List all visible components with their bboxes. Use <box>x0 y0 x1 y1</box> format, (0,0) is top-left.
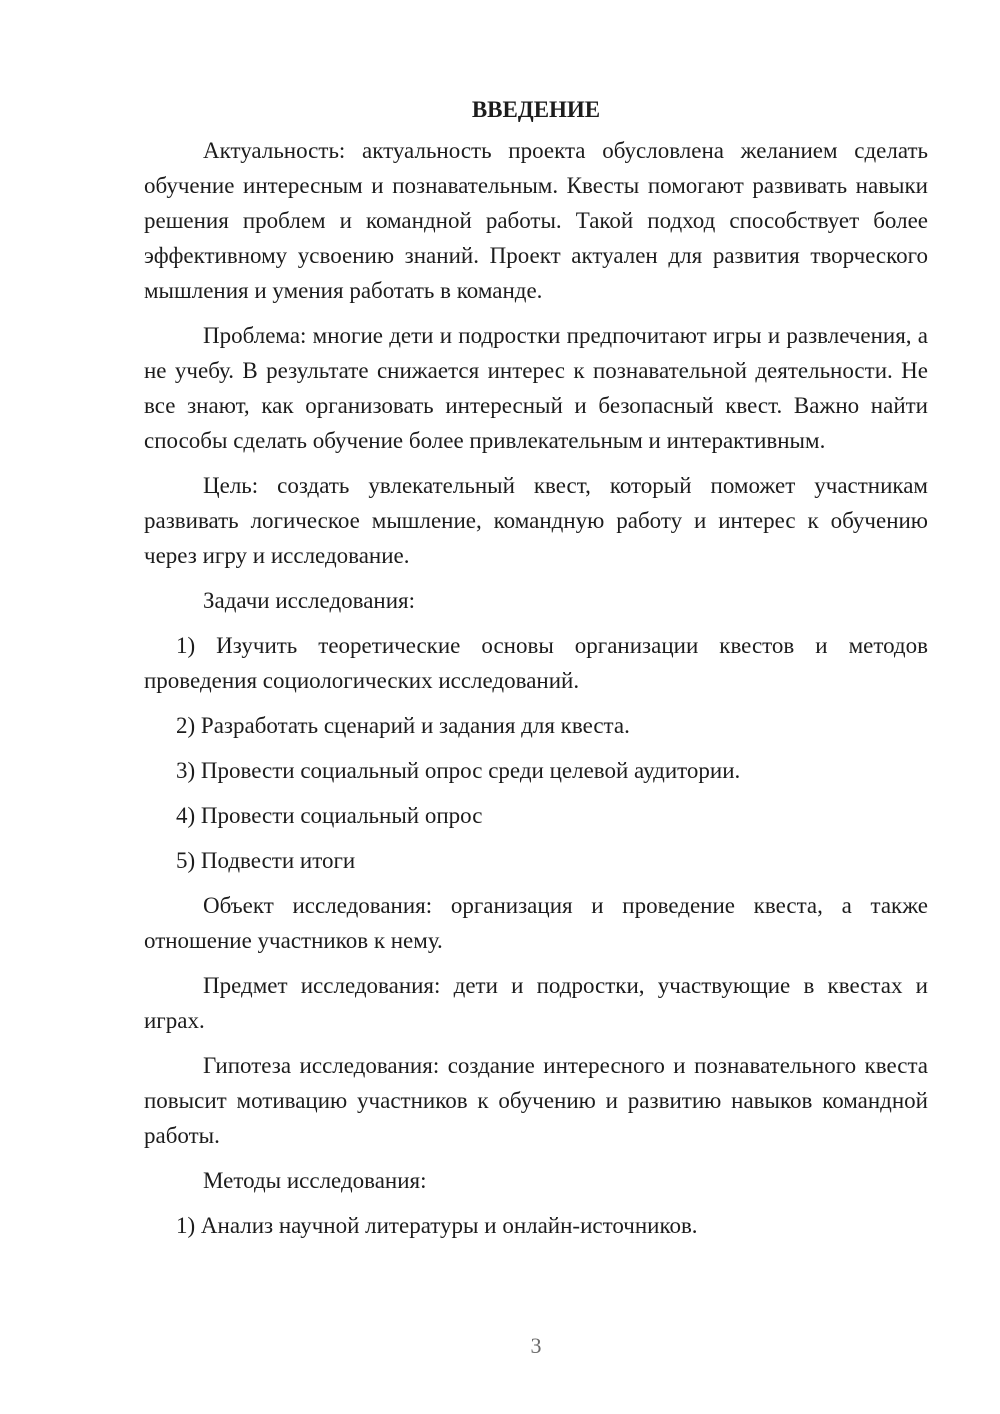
task-item-5: 5) Подвести итоги <box>176 848 356 873</box>
method-item-1: 1) Анализ научной литературы и онлайн-источников. <box>176 1213 698 1238</box>
problem-paragraph: Проблема: многие дети и подростки предпочитают игры и развлечения, а не учебу. В результате снижается интерес к познавательной деятельности. Не все знают, как организовать интересный и безопасный квест. Важно найти способы сделать обучение более привлекательным и интерактивным. <box>144 323 928 453</box>
goal-paragraph: Цель: создать увлекательный квест, который поможет участникам развивать логическое мышление, командную работу и интерес к обучению через игру и исследование. <box>144 473 928 568</box>
object-paragraph: Объект исследования: организация и проведение квеста, а также отношение участников к нему. <box>144 893 928 953</box>
page-body <box>144 92 928 1253</box>
task-item-3: 3) Провести социальный опрос среди целевой аудитории. <box>176 758 741 783</box>
hypothesis-paragraph: Гипотеза исследования: создание интересного и познавательного квеста повысит мотивацию участников к обучению и развитию навыков командной работы. <box>144 1053 928 1148</box>
task-item-4: 4) Провести социальный опрос <box>176 803 483 828</box>
section-heading: ВВЕДЕНИЕ <box>471 97 601 122</box>
page-number: 3 <box>530 1333 542 1358</box>
task-item-2: 2) Разработать сценарий и задания для квеста. <box>176 713 630 738</box>
methods-heading: Методы исследования: <box>203 1168 427 1193</box>
tasks-heading: Задачи исследования: <box>203 588 416 613</box>
task-item-1: 1) Изучить теоретические основы организации квестов и методов проведения социологических исследований. <box>144 633 928 693</box>
subject-paragraph: Предмет исследования: дети и подростки, участвующие в квестах и играх. <box>144 973 928 1033</box>
relevance-paragraph: Актуальность: актуальность проекта обусловлена желанием сделать обучение интересным и познавательным. Квесты помогают развивать навыки решения проблем и командной работы. Такой подход способствует более эффективному усвоению знаний. Проект актуален для развития творческого мышления и умения работать в команде. <box>144 138 928 303</box>
